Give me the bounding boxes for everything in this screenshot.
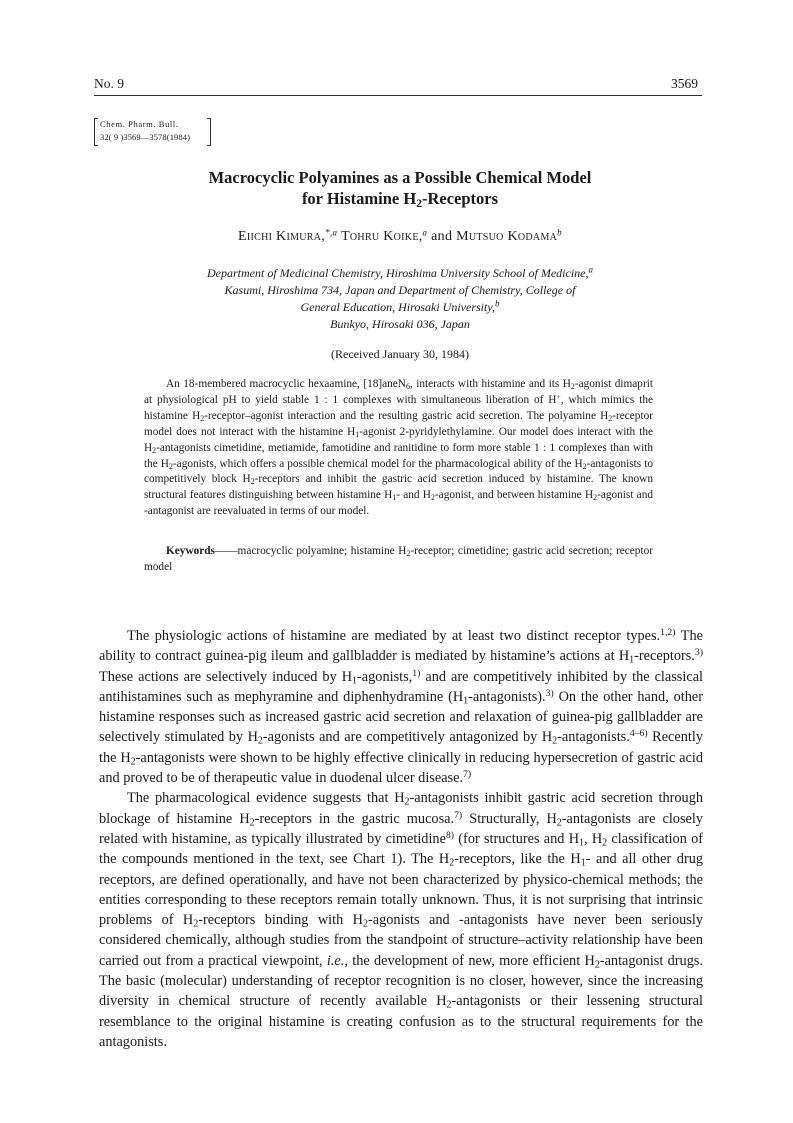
header-rule [94, 95, 702, 96]
keywords-label: Keywords [166, 545, 215, 557]
author-name: Tohru Koike,$^a$ [341, 227, 428, 244]
affiliation-line: Kasumi, Hiroshima 734, Japan and Department of Chemistry, College of [224, 283, 576, 297]
issue-number: No. 9 [94, 76, 124, 91]
bracket-left [94, 118, 98, 146]
article-title [150, 167, 650, 209]
author-list: Eiichi Kimura,$^{*,a}$ Tohru Koike,$^a$ and Mutsuo Kodama$^b$ [238, 227, 562, 244]
bracket-right [207, 118, 211, 146]
body-paragraph-2: The pharmacological evidence suggests that $H_2$-antagonists inhibit gastric acid secretion through blockage of histamine $H_2$-receptors in the gastric mucosa.$^{7)}$ Structurally, $H_2$-antagonists are closely related with histamine, as typically illustrated by cimetidine$^{8)}$ (for structures and $H_1$, $H_2$ classification of the compounds mentioned in the text, see Chart 1). The $H_2$-receptors, like the $H_1-$ and all other drug receptors, are defined operationally, and have not been characterized by physico-chemical methods; the entities corresponding to these receptors remain totally unknown. Thus, it is not surprising that intrinsic problems of $H_2$-receptors binding with $H_2$-agonists and -antagonists have never been seriously considered chemically, although studies from the standpoint of structure–activity relationship have been carried out from a practical viewpoint, i.e., the development of new, more efficient $H_2$-antagonist drugs. The basic (molecular) understanding of receptor recognition is no closer, however, since the increasing diversity in chemical structure of recently available $H_2$-antagonists or their lessening structural resemblance to the original histamine is creating confusion as to the structural requirements for the antagonists. [99, 790, 703, 1050]
affiliations [150, 265, 650, 333]
affiliation-line: General Education, Hirosaki University,$^b$ [300, 298, 500, 314]
page-number: 3569 [671, 76, 698, 91]
title-line-1: Macrocyclic Polyamines as a Possible Chemical Model [208, 168, 592, 187]
journal-citation-box [94, 117, 216, 147]
title-line-2: for Histamine $H_2$-Receptors [301, 189, 499, 210]
journal-volume-pages: 32( 9 )3569—3578(1984) [100, 132, 191, 142]
affiliation-line: Bunkyo, Hirosaki 036, Japan [330, 317, 470, 331]
author-name: Eiichi Kimura,$^{*,a}$ [238, 227, 338, 244]
journal-name: Chem. Pharm. Bull. [100, 119, 179, 129]
abstract: An 18-membered macrocyclic hexaamine, [18]aneN$_6$, interacts with histamine and its $H_2$-agonist dimaprit at physiological pH to yield stable 1 : 1 complexes with simultaneous liberation of H+, which mimics the histamine $H_2-receptor$–agonist interaction and the resulting gastric acid secretion. The polyamine $H_2$-receptor model does not interact with the histamine $H_1$-agonist 2-pyridylethylamine. Our model does interact with the $H_2$-antagonists cimetidine, metiamide, famotidine and ranitidine to form more stable 1 : 1 complexes than with the $H_2$-agonists, which offers a possible chemical model for the pharmacological ability of the $H_2$-antagonists to competitively block $H_2$-receptors and inhibit the gastric acid secretion induced by histamine. The known structural features distinguishing between histamine $H_1-$ and $H_2$-agonist, and between histamine $H_2$-agonist and -antagonist are reevaluated in terms of our model. [144, 378, 653, 518]
body-text [99, 626, 703, 1052]
author-name: Mutsuo Kodama$^b$ [456, 227, 562, 244]
keywords: Keywords——macrocyclic polyamine; histamine $H_2$-receptor; cimetidine; gastric acid secretion; receptor model [144, 545, 653, 573]
affiliation-line: Department of Medicinal Chemistry, Hiroshima University School of Medicine,$^a$ [207, 264, 593, 280]
received-date: (Received January 30, 1984) [331, 347, 469, 361]
running-header [94, 76, 698, 94]
body-paragraph-1: The physiologic actions of histamine are mediated by at least two distinct receptor types.$^{1,2)}$ The ability to contract guinea-pig ileum and gallbladder is mediated by histamine’s actions at $H_1-receptors.^{3)}$ These actions are selectively induced by $H_1-agonists,^{1)}$ and are competitively inhibited by the classical antihistamines such as mephyramine and diphenhydramine $(H_1-antagonists).^{3)}$ On the other hand, other histamine responses such as increased gastric acid secretion and relaxation of guinea-pig gallbladder are selectively stimulated by $H_2$-agonists and are competitively antagonized by $H_2-antagonists.^{4-6)}$ Recently the $H_2$-antagonists were shown to be highly effective clinically in reducing hypersecretion of gastric acid and proved to be of therapeutic value in duodenal ulcer disease.$^{7)}$ [99, 627, 704, 787]
